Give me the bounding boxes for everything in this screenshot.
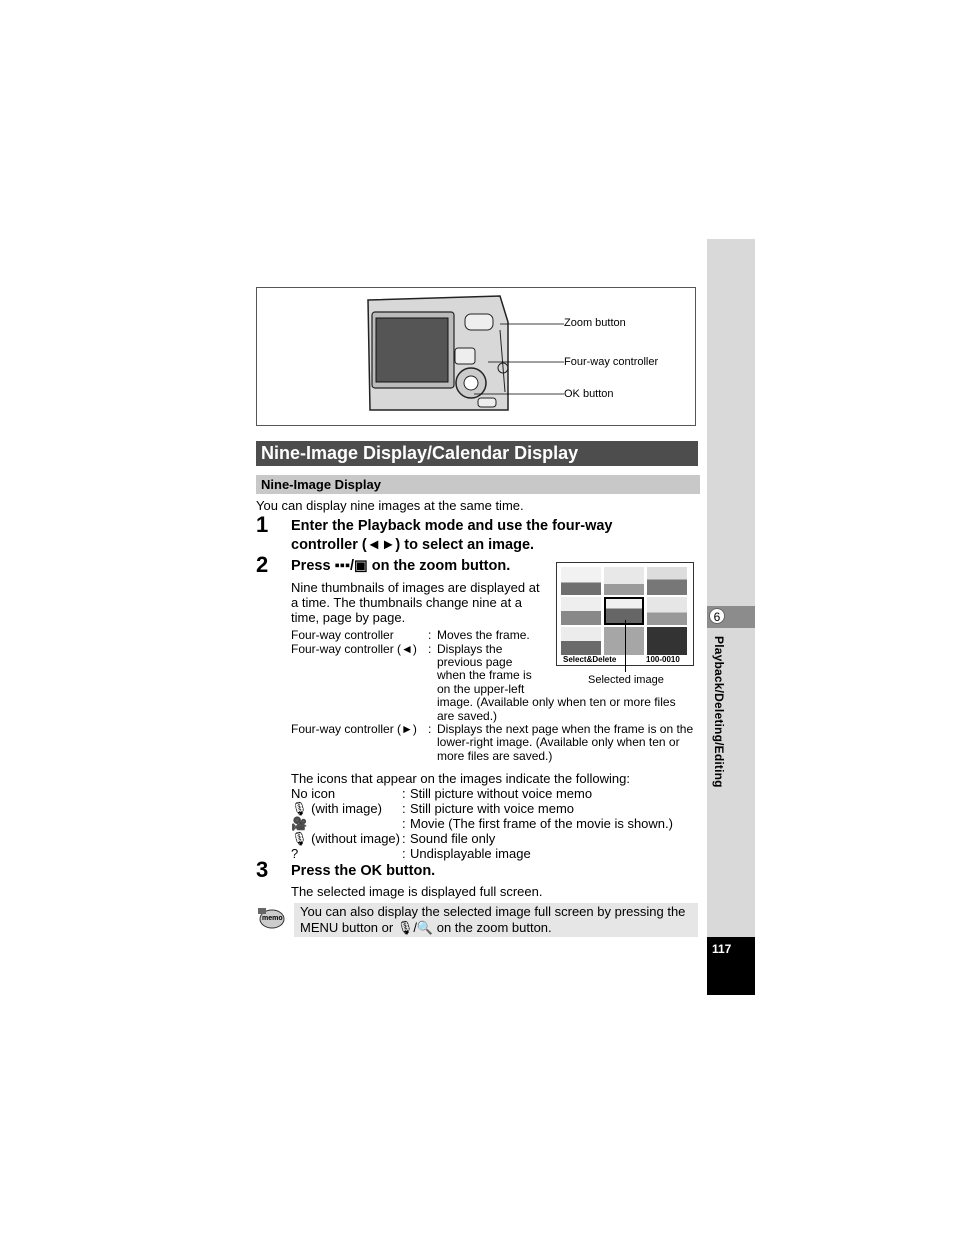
icon-label: No icon [291, 786, 336, 801]
thumbnail [647, 627, 687, 655]
memo-box [294, 903, 698, 937]
memo-icon [256, 906, 286, 930]
icon-desc: Sound file only [410, 831, 496, 846]
icon-colon: : [402, 831, 406, 846]
icon-colon: : [402, 846, 406, 861]
control-desc: previous page [437, 655, 513, 669]
sidebar-tab [707, 239, 755, 937]
control-desc: lower-right image. (Available only when ten or [437, 735, 680, 749]
thumbnail [561, 567, 601, 595]
thumbnail [647, 597, 687, 625]
icon-colon: : [402, 786, 406, 801]
icon-colon: : [402, 801, 406, 816]
control-label: Four-way controller (►) [291, 722, 417, 736]
step-1-line-1: Enter the Playback mode and use the four-way [291, 518, 613, 534]
screen-caption: Selected image [588, 674, 664, 686]
step-2-desc-3: time, page by page. [291, 610, 406, 625]
screen-footer-right: 100-0010 [646, 655, 680, 664]
memo-line-1: You can also display the selected image full screen by pressing the [300, 904, 686, 919]
step-2-desc-2: a time. The thumbnails change nine at a [291, 595, 523, 610]
icons-intro: The icons that appear on the images indicate the following: [291, 771, 630, 786]
icon-desc: Movie (The first frame of the movie is shown.) [410, 816, 673, 831]
callout-ok-button: OK button [564, 388, 614, 400]
icon-desc: Still picture without voice memo [410, 786, 593, 801]
thumbnail [604, 627, 644, 655]
callout-four-way-controller: Four-way controller [564, 356, 659, 368]
step-1-number: 1 [256, 512, 269, 537]
memo-icon-label: memo [262, 915, 283, 922]
control-label: Four-way controller [291, 628, 394, 642]
control-colon: : [428, 642, 432, 656]
callout-zoom-button: Zoom button [564, 317, 626, 329]
thumbnail [647, 567, 687, 595]
control-desc: image. (Available only when ten or more files [437, 695, 676, 709]
icon-label: 🎙 (without image) [291, 831, 400, 846]
screen-footer-left: Select&Delete [563, 655, 617, 664]
control-desc: Displays the next page when the frame is on the [437, 722, 694, 736]
step-2-desc-1: Nine thumbnails of images are displayed at [291, 580, 540, 595]
caption-leader-line [625, 620, 626, 672]
control-colon: : [428, 628, 432, 642]
control-desc: are saved.) [437, 709, 498, 723]
control-desc: when the frame is [437, 668, 532, 682]
thumbnail [604, 567, 644, 595]
icon-label: 🎥 [291, 816, 308, 831]
thumbnail [561, 597, 601, 625]
step-3-number: 3 [256, 857, 269, 882]
chapter-number: 6 [709, 608, 725, 624]
selected-thumbnail [604, 597, 644, 625]
icon-label: 🎙 (with image) [291, 801, 382, 816]
icon-desc: Undisplayable image [410, 846, 531, 861]
chapter-title: Playback/Deleting/Editing [712, 636, 726, 788]
step-3-desc: The selected image is displayed full screen. [291, 884, 543, 899]
section-title: Nine-Image Display/Calendar Display [256, 441, 698, 466]
page-number: 117 [712, 942, 732, 956]
step-3-text: Press the OK button. [291, 863, 436, 879]
control-desc: Moves the frame. [437, 628, 530, 642]
icon-label: ? [291, 846, 299, 861]
step-2-text: Press ▪▪▪/▣ on the zoom button. [291, 558, 511, 574]
thumbnail [561, 627, 601, 655]
step-1-line-2: controller (◄►) to select an image. [291, 537, 535, 553]
control-desc: more files are saved.) [437, 749, 553, 763]
icon-desc: Still picture with voice memo [410, 801, 574, 816]
icon-colon: : [402, 816, 406, 831]
control-desc: Displays the [437, 642, 503, 656]
memo-line-2: MENU button or 🎙/🔍 on the zoom button. [300, 920, 552, 935]
control-label: Four-way controller (◄) [291, 642, 417, 656]
camera-illustration [360, 292, 570, 417]
step-2-number: 2 [256, 552, 269, 577]
control-colon: : [428, 722, 432, 736]
section-subtitle: Nine-Image Display [256, 475, 700, 494]
control-desc: on the upper-left [437, 682, 525, 696]
intro-text: You can display nine images at the same time. [256, 498, 524, 513]
